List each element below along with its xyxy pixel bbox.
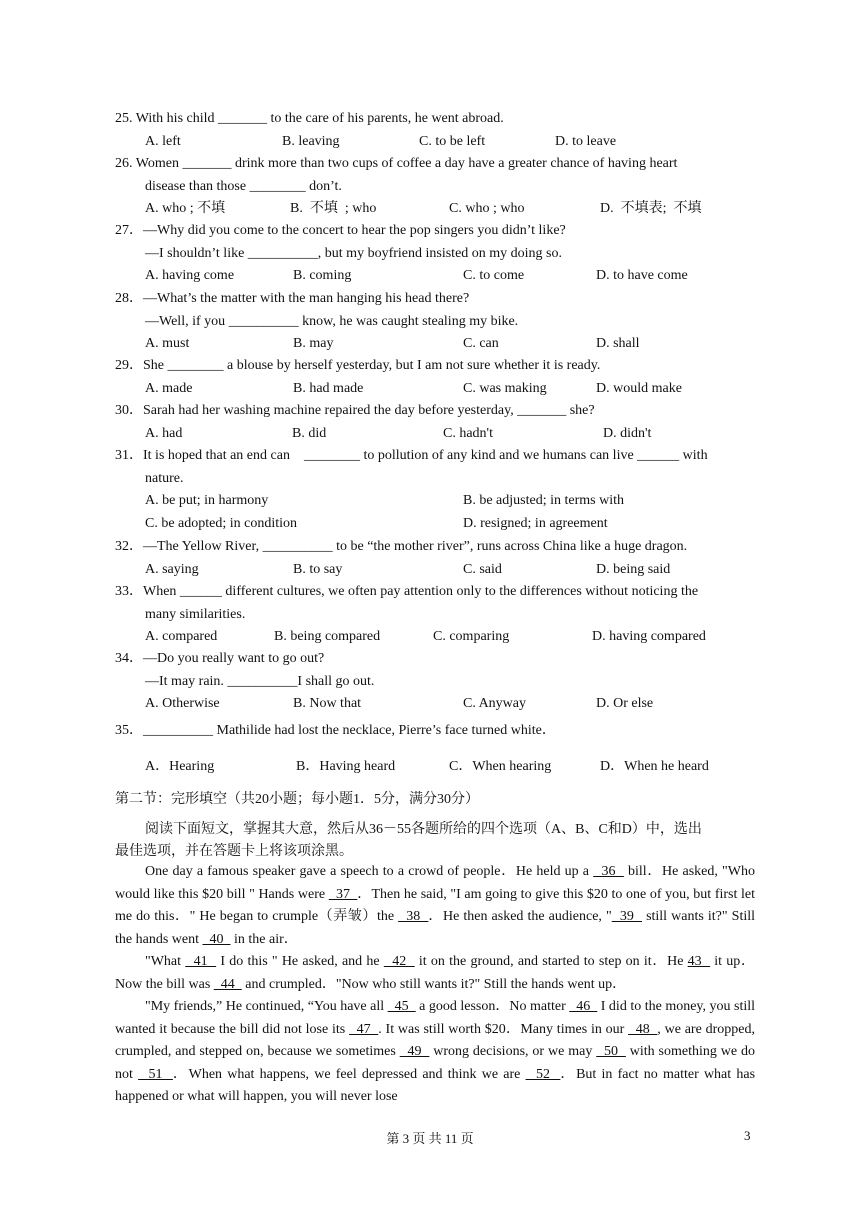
passage-text: . It was still worth $20．Many times in our — [378, 1021, 629, 1037]
answer-option[interactable]: A. who ; 不填 — [145, 201, 226, 216]
passage-text: I did to the money, you still wanted it because the bill did not lose its — [115, 999, 756, 1037]
section-instruction-cont: 最佳选项，并在答题卡上将该项涂黑。 — [115, 844, 353, 859]
answer-option[interactable]: A. compared — [145, 629, 218, 644]
question-stem: 30．Sarah had her washing machine repaired the day before yesterday, _______ she? — [115, 403, 595, 418]
answer-option[interactable]: C. can — [463, 336, 499, 351]
cloze-blank[interactable]: 39 — [611, 909, 642, 924]
question-stem-cont: —It may rain. __________I shall go out. — [145, 673, 375, 689]
page-footer: 第 3 页 共 11 页 — [386, 1131, 474, 1146]
passage-text: and crumpled．"Now who still wants it?" Still the hands went up． — [241, 976, 627, 992]
question-stem: 31．It is hoped that an end can ________ to pollution of any kind and we humans can live ______ with — [115, 448, 708, 463]
answer-option[interactable]: B. coming — [293, 268, 352, 283]
cloze-blank[interactable]: 36 — [593, 864, 624, 879]
passage-text: with something we do not — [115, 1044, 756, 1082]
question-stem: 32．—The Yellow River, __________ to be “the mother river”, runs across China like a huge dragon. — [115, 539, 688, 554]
answer-option[interactable]: D. Or else — [596, 696, 654, 711]
passage-text: wrong decisions, or we may — [429, 1044, 597, 1059]
question-stem: 28．—What’s the matter with the man hanging his head there? — [115, 291, 470, 306]
section-instruction: 阅读下面短文，掌握其大意，然后从36－55各题所给的四个选项（A、B、C和D）中，选出 — [145, 822, 702, 837]
passage-text: "My friends,” He continued, “You have all — [145, 999, 388, 1014]
cloze-blank[interactable]: 50 — [596, 1044, 626, 1059]
question-stem: 33．When ______ different cultures, we often pay attention only to the differences without noticing the — [115, 584, 699, 599]
answer-option[interactable]: D. having compared — [592, 629, 706, 644]
cloze-passage — [115, 861, 755, 1109]
answer-option[interactable]: A. Otherwise — [145, 696, 220, 711]
question-stem-cont: nature. — [145, 470, 184, 486]
answer-option[interactable]: A. left — [145, 133, 181, 149]
answer-option[interactable]: B. being compared — [274, 629, 381, 644]
question-stem-cont: —Well, if you __________ know, he was caught stealing my bike. — [145, 313, 519, 329]
answer-option[interactable]: A．Hearing — [145, 759, 215, 774]
answer-option[interactable]: B. did — [292, 425, 327, 441]
passage-paragraph — [115, 996, 755, 1109]
cloze-blank[interactable]: 42 — [383, 954, 415, 969]
answer-option[interactable]: D. would make — [596, 380, 682, 396]
cloze-blank[interactable]: 48 — [628, 1021, 658, 1037]
answer-option[interactable]: A. saying — [145, 561, 199, 577]
question-stem: 34．—Do you really want to go out? — [115, 651, 325, 666]
question-stem: 35．__________ Mathilide had lost the necklace, Pierre’s face turned white． — [115, 723, 556, 738]
passage-text: ．But in fact no matter what has happened or what will happen, you will never lose — [115, 1066, 756, 1104]
cloze-blank[interactable]: 46 — [569, 999, 598, 1014]
answer-option[interactable]: D. to leave — [555, 133, 617, 149]
passage-text: , we are dropped, crumpled, and stepped on, because we sometimes — [115, 1021, 755, 1059]
passage-text: ．Then he said, "I am going to give this $20 to one of you, but first let me do this．" He began to crumple（弄皱）the — [115, 886, 756, 924]
cloze-blank[interactable]: 51 — [138, 1066, 173, 1082]
passage-text: I do this " He asked, and he — [216, 954, 384, 969]
answer-option[interactable]: A. having come — [145, 268, 235, 283]
answer-option[interactable]: B. had made — [293, 380, 364, 396]
passage-text: One day a famous speaker gave a speech to a crowd of people．He held up a — [145, 864, 594, 879]
passage-text: it on the ground, and started to step on it．He — [414, 954, 688, 969]
passage-text: it up．Now the bill was — [115, 954, 756, 992]
passage-text: ．He then asked the audience, " — [428, 909, 612, 924]
question-stem-cont: —I shouldn’t like __________, but my boyfriend insisted on my doing so. — [145, 245, 563, 261]
answer-option[interactable]: C．When hearing — [449, 759, 552, 774]
question-stem-cont: many similarities. — [145, 606, 246, 622]
answer-option[interactable]: A. must — [145, 336, 190, 351]
question-stem: 25. With his child _______ to the care of his parents, he went abroad. — [115, 111, 504, 126]
answer-option[interactable]: C. said — [463, 561, 502, 577]
answer-option[interactable]: B. 不填 ; who — [290, 201, 377, 216]
cloze-blank[interactable]: 52 — [525, 1066, 561, 1082]
answer-option[interactable]: C. Anyway — [463, 696, 526, 711]
answer-option[interactable]: D．When he heard — [600, 759, 709, 774]
answer-option[interactable]: D. to have come — [596, 268, 688, 283]
section-title: 第二节：完形填空（共20小题；每小题1．5分，满分30分） — [115, 792, 479, 807]
cloze-blank[interactable]: 38 — [398, 909, 429, 924]
answer-option[interactable]: A. be put; in harmony — [145, 493, 269, 508]
answer-option[interactable]: D. didn't — [603, 425, 652, 441]
answer-option[interactable]: A. made — [145, 380, 193, 396]
question-stem: 26. Women _______ drink more than two cups of coffee a day have a greater chance of having heart — [115, 156, 678, 171]
answer-option[interactable]: C. to be left — [419, 133, 486, 149]
cloze-blank[interactable]: 37 — [328, 886, 358, 902]
answer-option[interactable]: D. resigned; in agreement — [463, 515, 608, 531]
answer-option[interactable]: B. Now that — [293, 696, 362, 711]
answer-option[interactable]: D. being said — [596, 561, 671, 577]
cloze-blank[interactable]: 45 — [387, 999, 416, 1014]
cloze-blank[interactable]: 47 — [349, 1021, 379, 1037]
passage-text: a good lesson．No matter — [415, 999, 570, 1014]
answer-option[interactable]: B. may — [293, 336, 334, 351]
question-stem: 27．—Why did you come to the concert to hear the pop singers you didn’t like? — [115, 223, 566, 238]
answer-option[interactable]: D. 不填表; 不填 — [600, 201, 702, 216]
cloze-blank[interactable]: 40 — [202, 931, 231, 947]
answer-option[interactable]: B. be adjusted; in terms with — [463, 493, 624, 508]
answer-option[interactable]: A. had — [145, 425, 183, 441]
passage-text: "What — [145, 954, 186, 969]
page-number: 3 — [744, 1128, 751, 1143]
answer-option[interactable]: C. to come — [463, 268, 525, 283]
cloze-blank[interactable]: 41 — [185, 954, 217, 969]
cloze-blank[interactable]: 44 — [213, 976, 242, 992]
answer-option[interactable]: C. be adopted; in condition — [145, 515, 298, 531]
question-stem: 29．She ________ a blouse by herself yesterday, but I am not sure whether it is ready. — [115, 358, 601, 373]
answer-option[interactable]: B. to say — [293, 561, 343, 577]
answer-option[interactable]: C. hadn't — [443, 425, 493, 441]
cloze-blank[interactable]: 43 — [687, 954, 711, 969]
passage-text: ．When what happens, we feel depressed and think we are — [172, 1066, 526, 1082]
passage-text: bill．He asked, "Who would like this $20 bill " Hands were — [115, 864, 755, 902]
answer-option[interactable]: C. was making — [463, 380, 547, 396]
question-stem-cont: disease than those ________ don’t. — [145, 178, 342, 194]
answer-option[interactable]: D. shall — [596, 336, 640, 351]
answer-option[interactable]: C. who ; who — [449, 201, 525, 216]
passage-paragraph — [115, 951, 755, 996]
passage-text: in the air． — [230, 931, 298, 947]
cloze-blank[interactable]: 49 — [399, 1044, 430, 1059]
passage-paragraph — [115, 861, 755, 951]
answer-option[interactable]: B. leaving — [282, 133, 340, 149]
answer-option[interactable]: C. comparing — [433, 629, 510, 644]
passage-text: still wants it?" Still the hands went — [115, 909, 755, 947]
answer-option[interactable]: B．Having heard — [296, 759, 396, 774]
